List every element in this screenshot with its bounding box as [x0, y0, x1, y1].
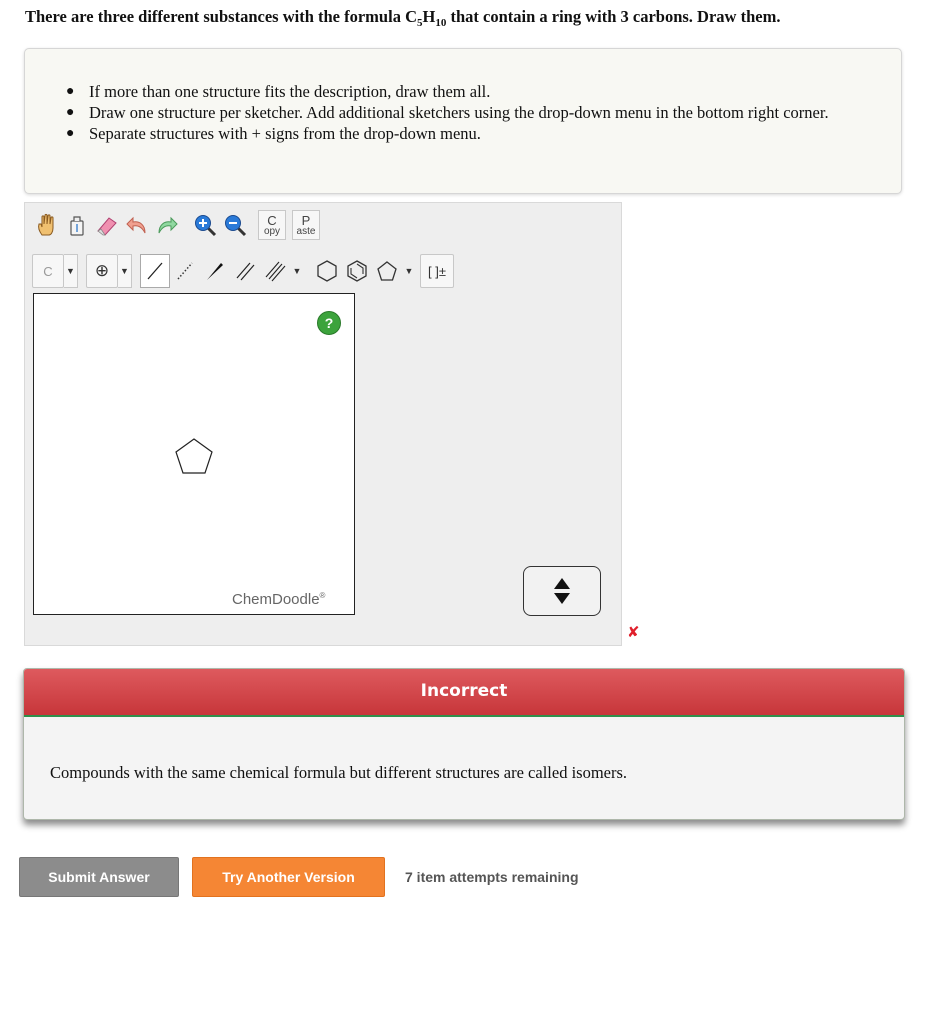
- feedback-message: Compounds with the same chemical formula but different structures are called isomers.: [50, 763, 628, 782]
- undo-icon[interactable]: [122, 208, 152, 242]
- up-down-arrows-icon: [552, 575, 572, 607]
- pentagon-structure: [174, 437, 214, 477]
- benzene-icon[interactable]: [342, 254, 372, 288]
- instruction-item: ● Separate structures with + signs from the drop-down menu.: [66, 124, 481, 143]
- hand-icon[interactable]: [32, 208, 62, 242]
- eraser-icon[interactable]: [92, 208, 122, 242]
- clear-icon[interactable]: [62, 208, 92, 242]
- instructions-box: [24, 48, 902, 194]
- help-button[interactable]: ?: [317, 311, 341, 335]
- attempts-remaining: 7 item attempts remaining: [405, 869, 579, 885]
- charge-dropdown[interactable]: ▼: [118, 254, 132, 288]
- question-text: There are three different substances with the formula $C_5H_{10}$ that contain a ring with 3 carbons. Draw them.: [25, 7, 781, 29]
- cyclohexane-icon[interactable]: [312, 254, 342, 288]
- single-bond-icon[interactable]: [140, 254, 170, 288]
- double-bond-icon[interactable]: [230, 254, 260, 288]
- triple-bond-icon[interactable]: [260, 254, 290, 288]
- dashed-bond-icon[interactable]: [170, 254, 200, 288]
- cyclopentane-icon[interactable]: [372, 254, 402, 288]
- sketcher-toolbar-bottom: [32, 254, 454, 288]
- ring-dropdown[interactable]: ▼: [404, 266, 414, 276]
- bracket-charge-button[interactable]: [ ]±: [420, 254, 454, 288]
- zoom-in-icon[interactable]: [190, 208, 220, 242]
- instruction-item: ● If more than one structure fits the description, draw them all.: [66, 82, 491, 101]
- chemdoodle-watermark: ChemDoodle®: [232, 591, 326, 608]
- bond-dropdown[interactable]: ▼: [292, 266, 302, 276]
- incorrect-mark-icon: ✘: [627, 623, 640, 641]
- charge-button[interactable]: ⊕: [86, 254, 118, 288]
- wedge-bond-icon[interactable]: [200, 254, 230, 288]
- copy-button[interactable]: C opy: [258, 210, 286, 240]
- element-button[interactable]: C: [32, 254, 64, 288]
- try-another-version-button[interactable]: Try Another Version: [192, 857, 385, 897]
- chemdoodle-sketcher: [24, 202, 622, 646]
- submit-answer-button[interactable]: Submit Answer: [19, 857, 179, 897]
- feedback-title: Incorrect: [24, 669, 904, 717]
- sketcher-toolbar-top: [32, 208, 326, 242]
- paste-button[interactable]: P aste: [292, 210, 320, 240]
- zoom-out-icon[interactable]: [220, 208, 250, 242]
- redo-icon[interactable]: [152, 208, 182, 242]
- drawing-canvas[interactable]: [33, 293, 355, 615]
- element-dropdown[interactable]: ▼: [64, 254, 78, 288]
- sketcher-count-dropdown[interactable]: [523, 566, 601, 616]
- instruction-item: ● Draw one structure per sketcher. Add additional sketchers using the drop-down menu in the bottom right corner.: [66, 103, 829, 122]
- feedback-panel: [23, 668, 905, 820]
